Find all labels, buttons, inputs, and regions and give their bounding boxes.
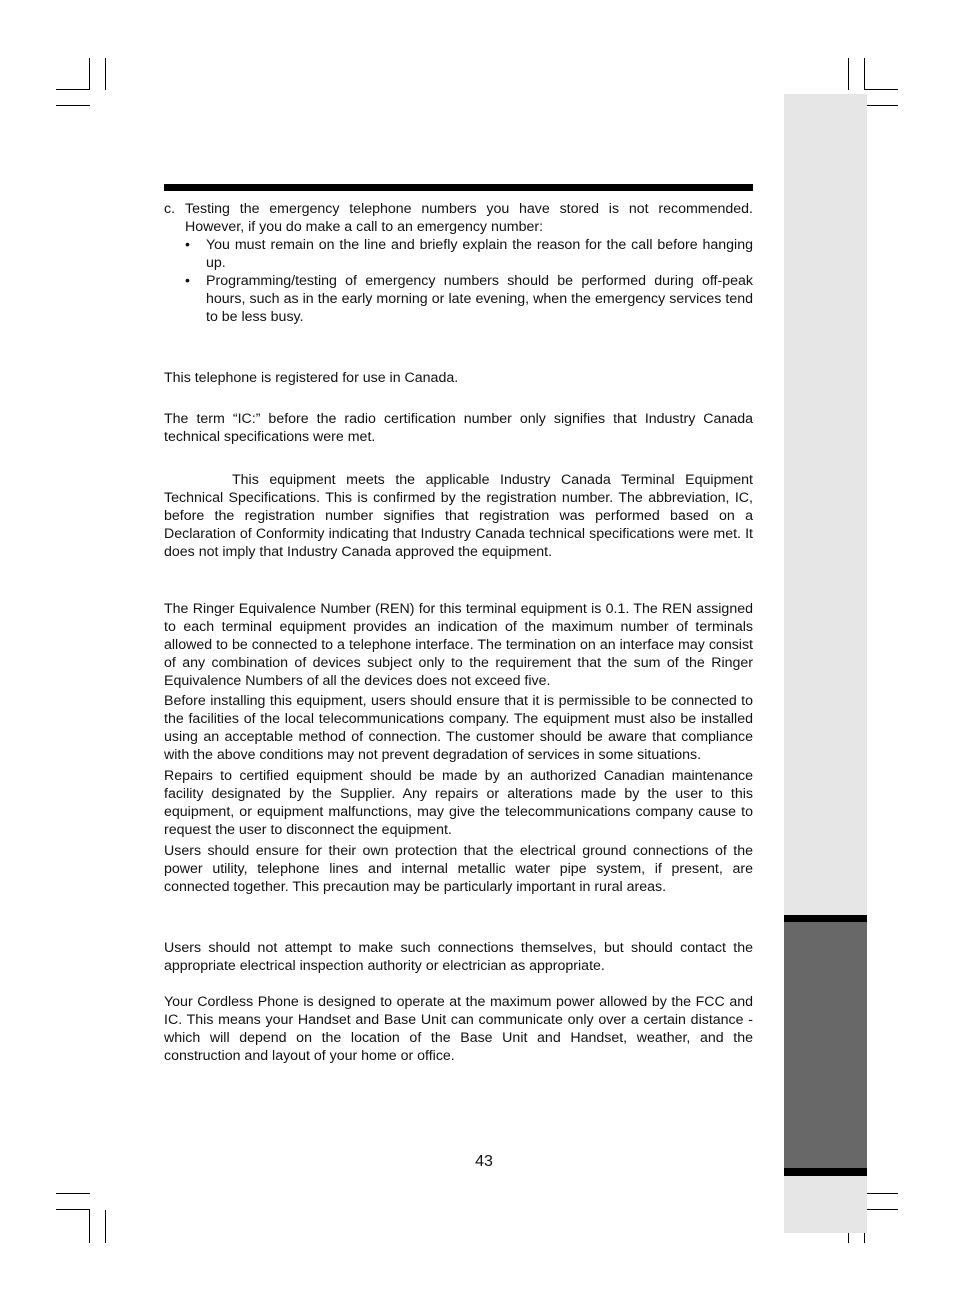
paragraph-range: Your Cordless Phone is designed to operate at the maximum power allowed by the FCC and IC. This means your Handset and Base Unit can communicate only over a certain distance - which will depend on the location of the Base Unit and Handset, weather, and the construction and layout of your home or office.: [164, 994, 753, 1064]
crop-mark: [864, 58, 865, 90]
paragraph-ren: The Ringer Equivalence Number (REN) for this terminal equipment is 0.1. The REN assigned to each terminal equipment provides an indication of the maximum number of terminals allowed to be connected to a telephone interface. The termination on an interface may consist of any combination of devices subject only to the requirement that the sum of the Ringer Equivalence Numbers of all the devices does not exceed five.: [164, 601, 753, 689]
list-marker: c.: [164, 201, 176, 217]
crop-mark: [56, 105, 90, 106]
crop-mark: [864, 1193, 898, 1194]
crop-mark: [105, 58, 106, 90]
paragraph-notice: This equipment meets the applicable Industry Canada Terminal Equipment Technical Specifications. This is confirmed by the registration number. The abbreviation, IC, before the registration number signifies that registration was performed based on a Declaration of Conformity indicating that Industry Canada technical specifications were met. It does not imply that Industry Canada approved the equipment.: [164, 472, 753, 560]
paragraph-registered: This telephone is registered for use in Canada.: [164, 370, 459, 386]
bullet-list: [185, 236, 753, 326]
bullet-icon: •: [185, 237, 190, 253]
paragraph-repairs: Repairs to certified equipment should be made by an authorized Canadian maintenance facility designated by the Supplier. Any repairs or alterations made by the user to this equipment, or equipment malfunctions, may give the telecommunications company cause to request the user to disconnect the equipment.: [164, 768, 753, 838]
bullet-text: Programming/testing of emergency numbers should be performed during off-peak hours, such as in the early morning or late evening, when the emergency services tend to be less busy.: [206, 273, 753, 325]
list-item-text: Testing the emergency telephone numbers you have stored is not recommended. However, if you do make a call to an emergency number:: [185, 201, 753, 235]
bullet-icon: •: [185, 273, 190, 289]
paragraph-before-installing: Before installing this equipment, users should ensure that it is permissible to be connected to the facilities of the local telecommunications company. The equipment must also be installed using an acceptable method of connection. The customer should be aware that compliance with the above conditions may not prevent degradation of services in some situations.: [164, 693, 753, 763]
crop-mark: [56, 1209, 90, 1210]
paragraph-no-attempt: Users should not attempt to make such connections themselves, but should contact the appropriate electrical inspection authority or electrician as appropriate.: [164, 940, 753, 974]
side-tab-marker-fill: [784, 922, 867, 1168]
list-item-body: [185, 200, 753, 326]
crop-mark: [105, 1210, 106, 1243]
crop-mark: [864, 105, 898, 106]
crop-mark: [89, 58, 90, 90]
crop-mark: [56, 1193, 90, 1194]
crop-mark: [864, 1209, 898, 1210]
crop-mark: [89, 1210, 90, 1243]
bullet-item: [185, 272, 753, 326]
crop-mark: [56, 89, 90, 90]
section-rule: [164, 184, 753, 191]
crop-mark: [848, 58, 849, 90]
page-number: 43: [475, 1153, 493, 1170]
bullet-item: [185, 236, 753, 272]
list-item-c: [164, 200, 753, 326]
bullet-text: You must remain on the line and briefly explain the reason for the call before hanging up.: [206, 237, 753, 271]
paragraph-ic-term: The term “IC:” before the radio certification number only signifies that Industry Canada technical specifications were met.: [164, 411, 753, 445]
crop-mark: [864, 89, 898, 90]
page-content: [164, 200, 753, 1065]
paragraph-ground: Users should ensure for their own protection that the electrical ground connections of the power utility, telephone lines and internal metallic water pipe system, if present, are connected together. This precaution may be particularly important in rural areas.: [164, 843, 753, 895]
